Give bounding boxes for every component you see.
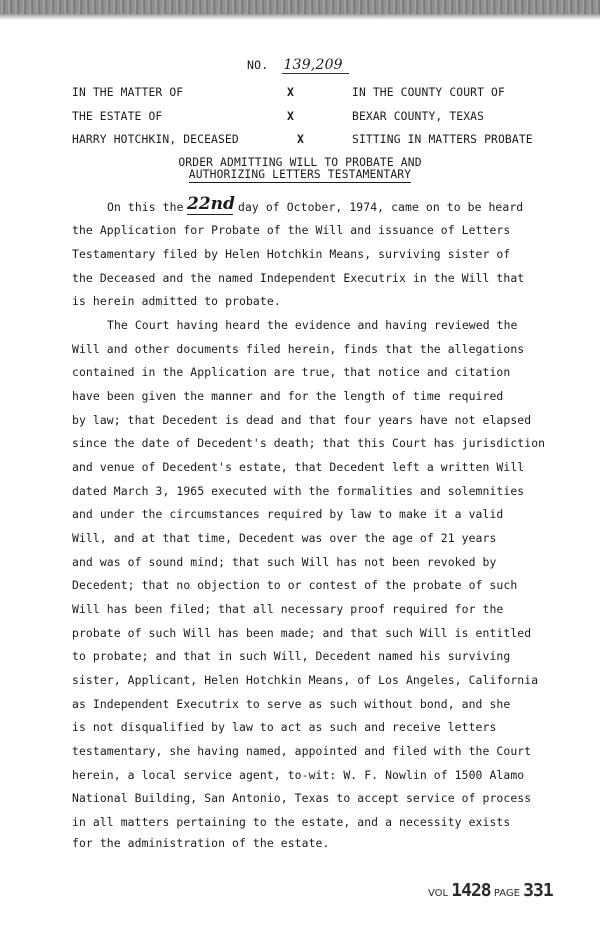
body-line-12: and venue of Decedent's estate, that Decedent left a written Will: [72, 460, 525, 474]
caption-right-2: BEXAR COUNTY, TEXAS: [352, 110, 485, 123]
body-line-3: Testamentary filed by Helen Hotchkin Means, surviving sister of: [72, 247, 511, 261]
body-line-16: and was of sound mind; that such Will has not been revoked by: [72, 555, 497, 569]
caption-left-3: HARRY HOTCHKIN, DECEASED: [72, 133, 239, 146]
body-line-17: Decedent; that no objection to or contest of the probate of such: [72, 578, 518, 592]
caption-left-1: IN THE MATTER OF: [72, 86, 184, 99]
body-line-9: have been given the manner and for the length of time required: [72, 389, 504, 403]
body-line-23: is not disqualified by law to act as such and receive letters: [72, 720, 497, 734]
case-number-label: NO.: [247, 58, 269, 72]
body-line-2: the Application for Probate of the Will and issuance of Letters: [72, 223, 511, 237]
body-line-21: sister, Applicant, Helen Hotchkin Means, of Los Angeles, California: [72, 673, 539, 687]
body-line-7: Will and other documents filed herein, finds that the allegations: [72, 342, 525, 356]
body-line-25: herein, a local service agent, to-wit: W. F. Nowlin of 1500 Alamo: [72, 768, 525, 782]
caption-separator-1: X: [287, 85, 294, 99]
case-number-line: [247, 57, 349, 74]
body-line-24: testamentary, she having named, appointed and filed with the Court: [72, 744, 532, 758]
body-line-5: is herein admitted to probate.: [72, 294, 281, 308]
body-line-4: the Deceased and the named Independent Executrix in the Will that: [72, 271, 525, 285]
scan-edge-shadow: [0, 14, 600, 20]
body-line-6: The Court having heard the evidence and having reviewed the: [107, 318, 518, 332]
body-line-13: dated March 3, 1965 executed with the formalities and solemnities: [72, 484, 525, 498]
caption-separator-2: X: [287, 109, 294, 123]
stamp-vol-number: 1428: [451, 880, 491, 901]
body-line-14: and under the circumstances required by law to make it a valid: [72, 507, 504, 521]
body-line-28: for the administration of the estate.: [72, 836, 330, 850]
order-title-line1: ORDER ADMITTING WILL TO PROBATE AND: [178, 156, 422, 169]
stamp-page-number: 331: [523, 880, 553, 901]
body-line-18: Will has been filed; that all necessary proof required for the: [72, 602, 504, 616]
caption-right-1: IN THE COUNTY COURT OF: [352, 86, 505, 99]
stamp-vol-label: VOL: [428, 888, 449, 899]
handwritten-day: 22nd: [187, 194, 235, 214]
caption-separator-3: X: [297, 132, 304, 146]
body-line-11: since the date of Decedent's death; that this Court has jurisdiction: [72, 436, 546, 450]
body-line-10: by law; that Decedent is dead and that four years have not elapsed: [72, 413, 532, 427]
caption-right-3: SITTING IN MATTERS PROBATE: [352, 133, 533, 146]
body-line-1b: day of October, 1974, came on to be heard: [238, 200, 524, 214]
body-line-20: to probate; and that in such Will, Decedent named his surviving: [72, 649, 511, 663]
body-line-26: National Building, San Antonio, Texas to accept service of process: [72, 791, 532, 805]
order-title-line2-text: AUTHORIZING LETTERS TESTAMENTARY: [188, 168, 412, 181]
caption-left-2: THE ESTATE OF: [72, 110, 163, 123]
order-title-line2: [0, 168, 600, 181]
scan-edge-band: [0, 0, 600, 14]
body-line-8: contained in the Application are true, that notice and citation: [72, 365, 511, 379]
body-line-1a: On this the: [107, 200, 184, 214]
body-line-22: as Independent Executrix to serve as such without bond, and she: [72, 697, 511, 711]
case-number-handwritten: 139,209: [282, 57, 349, 74]
body-line-15: Will, and at that time, Decedent was over the age of 21 years: [72, 531, 497, 545]
body-line-27: in all matters pertaining to the estate, and a necessity exists: [72, 815, 511, 829]
recording-stamp: [428, 880, 553, 901]
stamp-page-label: PAGE: [493, 888, 520, 899]
body-line-19: probate of such Will has been made; and that such Will is entitled: [72, 626, 532, 640]
